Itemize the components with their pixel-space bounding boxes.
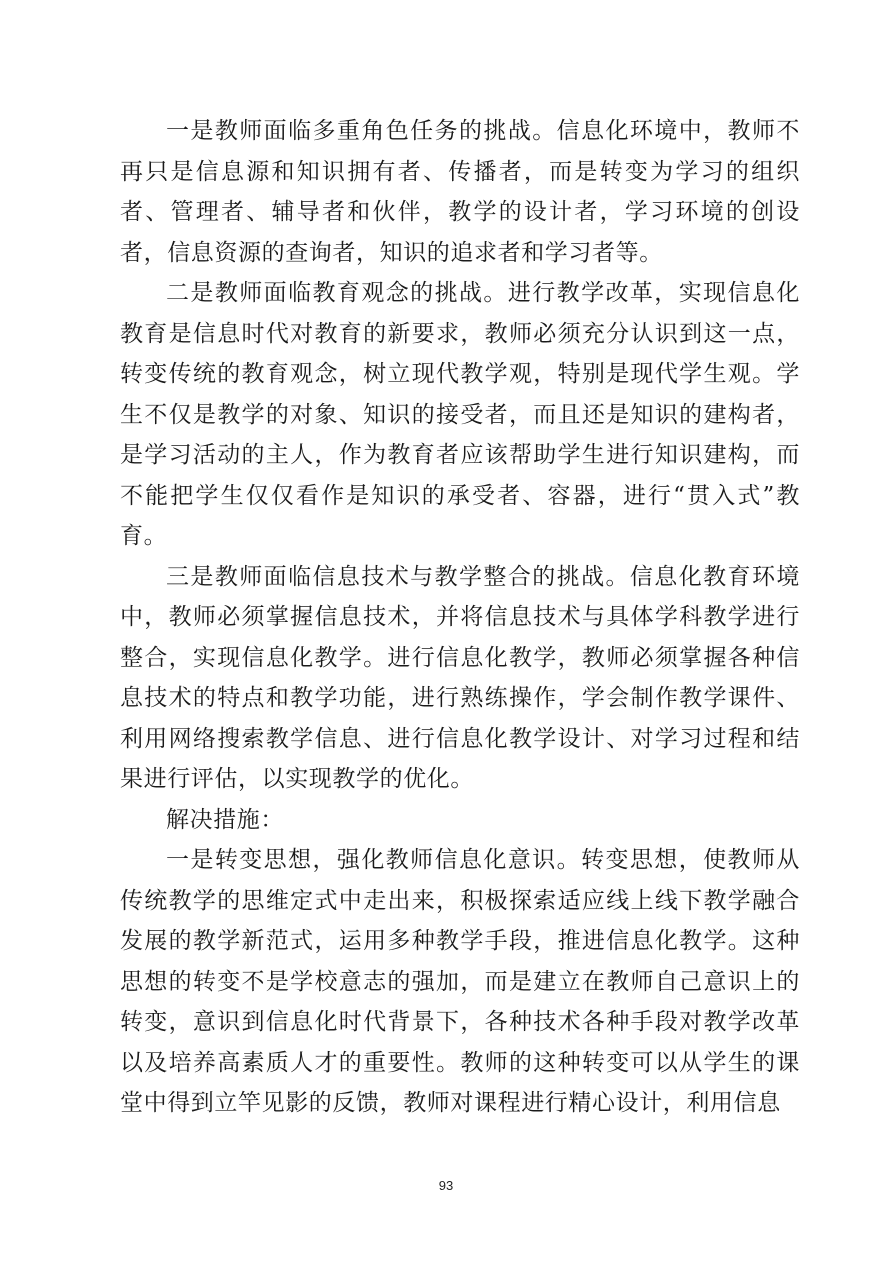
paragraph-challenge-integration: 三是教师面临信息技术与教学整合的挑战。信息化教育环境中，教师必须掌握信息技术，并将信息技术与具体学科教学进行整合，实现信息化教学。进行信息化教学，教师必须掌握各种信息技术的特点和教学功能，进行熟练操作，学会制作教学课件、利用网络搜索教学信息、进行信息化教学设计、对学习过程和结果进行评估，以实现教学的优化。 [120,563,800,792]
body-text [120,111,800,1124]
heading-solutions: 解决措施： [166,806,284,833]
page-number: 93 [438,1178,454,1193]
paragraph-challenge-concepts: 二是教师面临教育观念的挑战。进行教学改革，实现信息化教育是信息时代对教育的新要求，教师必须充分认识到这一点，转变传统的教育观念，树立现代教学观，特别是现代学生观。学生不仅是教学的对象、知识的接受者，而且还是知识的建构者，是学习活动的主人，作为教育者应该帮助学生进行知识建构，而不能把学生仅仅看作是知识的承受者、容器，进行“贯入式”教育。 [120,280,800,549]
paragraph-challenge-roles: 一是教师面临多重角色任务的挑战。信息化环境中，教师不再只是信息源和知识拥有者、传播者，而是转变为学习的组织者、管理者、辅导者和伙伴，教学的设计者，学习环境的创设者，信息资源的查询者，知识的追求者和学习者等。 [120,118,800,266]
paragraph-solution-mindset: 一是转变思想，强化教师信息化意识。转变思想，使教师从传统教学的思维定式中走出来，积极探索适应线上线下教学融合发展的教学新范式，运用多种教学手段，推进信息化教学。这种思想的转变不是学校意志的强加，而是建立在教师自己意识上的转变，意识到信息化时代背景下，各种技术各种手段对教学改革以及培养高素质人才的重要性。教师的这种转变可以从学生的课堂中得到立竿见影的反馈，教师对课程进行精心设计，利用信息 [120,847,800,1116]
